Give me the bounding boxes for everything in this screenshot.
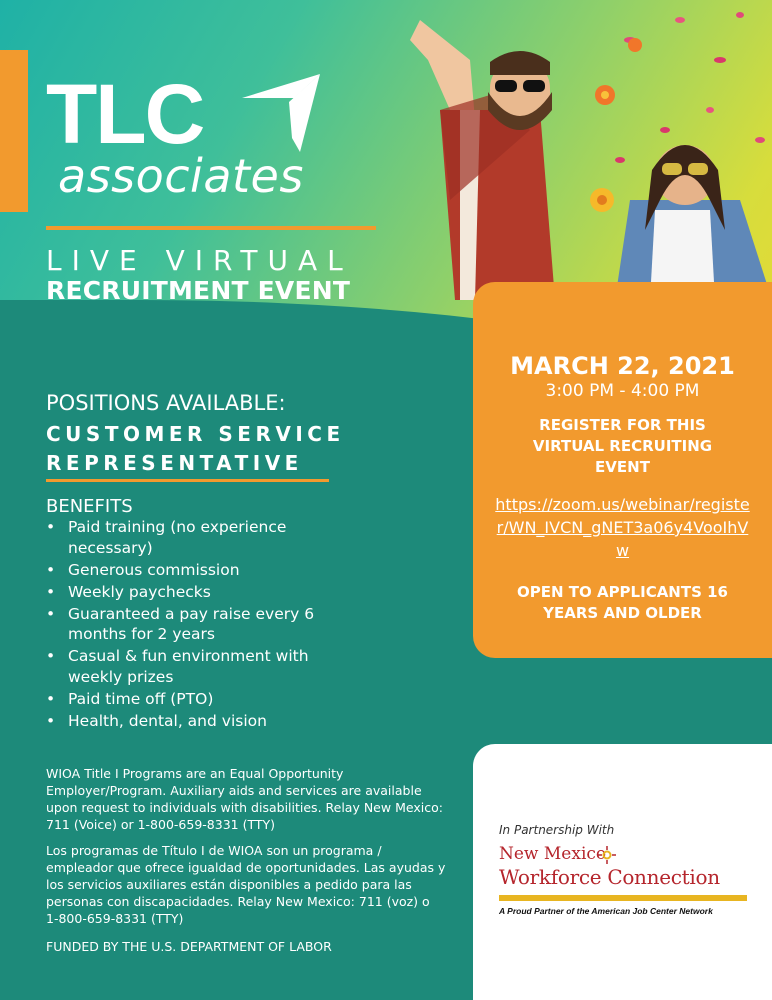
bullet-icon: •: [46, 711, 56, 730]
list-item: [46, 604, 346, 645]
partner-name-line2: Workforce Connection: [499, 865, 720, 889]
logo-subtitle: associates: [58, 149, 304, 203]
list-item: [46, 582, 346, 603]
register-text: REGISTER FOR THIS VIRTUAL RECRUITING EVENT: [532, 416, 713, 476]
event-date: MARCH 22, 2021: [510, 352, 735, 380]
registration-link[interactable]: https://zoom.us/webinar/register/WN_IVCN_gNET3a06y4VooIhVw: [495, 495, 750, 560]
benefit-text: Paid training (no experience necessary): [68, 518, 287, 557]
list-item: [46, 517, 346, 558]
benefits-list: [46, 517, 346, 733]
bullet-icon: •: [46, 582, 56, 601]
positions-heading: POSITIONS AVAILABLE:: [46, 391, 286, 415]
bullet-icon: •: [46, 647, 56, 665]
benefit-text: Weekly paychecks: [68, 582, 211, 601]
eligibility-text: OPEN TO APPLICANTS 16 YEARS AND OLDER: [516, 583, 728, 622]
benefit-text: Generous commission: [68, 560, 240, 579]
event-time: 3:00 PM - 4:00 PM: [545, 381, 700, 401]
list-item: [46, 646, 346, 687]
positions-divider: [46, 479, 329, 482]
partner-tagline: A Proud Partner of the American Job Center Network: [499, 906, 713, 916]
partner-name-line1: New Mexico: [499, 844, 607, 864]
bullet-icon: •: [46, 604, 56, 623]
list-item: [46, 560, 346, 581]
eeo-statement-spanish: Los programas de Título I de WIOA son un programa / empleador que ofrece igualdad de oportunidades. Las ayudas y los servicios auxiliares están disponibles a pedido para las personas con discapacidades. Relay New Mexico: 711 (voz) o 1-800-659-8331 (TTY): [46, 843, 446, 926]
position-title: CUSTOMER SERVICE REPRESENTATIVE: [46, 422, 345, 475]
list-item: [46, 689, 346, 710]
bullet-icon: •: [46, 560, 56, 579]
orange-accent-bar: [0, 50, 28, 212]
event-details-card: [473, 282, 772, 658]
benefit-text: Paid time off (PTO): [68, 689, 214, 708]
man-figure: [410, 20, 555, 300]
zia-sun-icon: [598, 846, 616, 864]
hero-photo: [380, 0, 772, 300]
logo-divider: [46, 226, 376, 230]
logo-wordmark: TLC: [46, 67, 204, 161]
event-heading-line2: RECRUITMENT EVENT: [46, 276, 351, 305]
partner-box: [473, 744, 772, 1000]
benefit-text: Guaranteed a pay raise every 6 months for 2 years: [68, 604, 315, 643]
event-heading-line1: LIVE VIRTUAL: [46, 244, 353, 277]
partner-label: In Partnership With: [499, 823, 615, 837]
benefit-text: Casual & fun environment with weekly prizes: [68, 647, 309, 686]
bullet-icon: •: [46, 518, 56, 536]
eeo-statement-english: WIOA Title I Programs are an Equal Opportunity Employer/Program. Auxiliary aids and services are available upon request to individuals with disabilities. Relay New Mexico: 711 (Voice) or 1-800-659-8331 (TTY): [46, 766, 443, 832]
woman-figure: [615, 145, 772, 300]
logo-mark-icon: [234, 68, 324, 158]
bullet-icon: •: [46, 689, 56, 708]
list-item: [46, 711, 346, 732]
funding-statement: FUNDED BY THE U.S. DEPARTMENT OF LABOR: [46, 939, 332, 954]
benefits-heading: BENEFITS: [46, 496, 133, 517]
partner-gold-bar: [499, 895, 747, 901]
benefit-text: Health, dental, and vision: [68, 711, 267, 730]
